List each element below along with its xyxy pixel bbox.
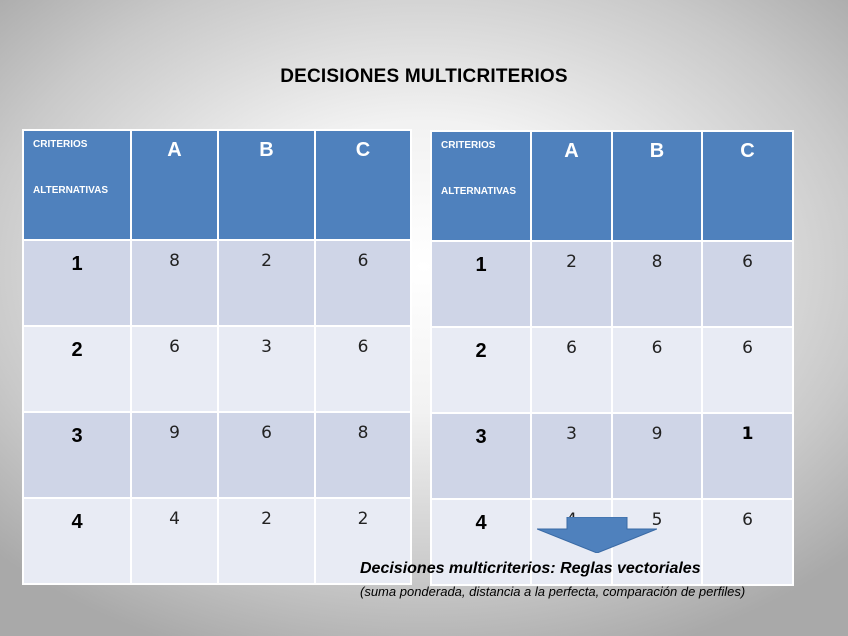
- table-cell: 6: [702, 241, 793, 327]
- corner-header-cell: [431, 131, 531, 241]
- table-cell: 6: [612, 327, 702, 413]
- table-cell: 9: [612, 413, 702, 499]
- table-cell: 6: [315, 240, 411, 326]
- criterion-header-c: C: [315, 130, 411, 240]
- criterios-label: CRITERIOS: [441, 140, 496, 151]
- alternativas-label: ALTERNATIVAS: [441, 186, 516, 197]
- caption-title: Decisiones multicriterios: Reglas vectoriales: [360, 560, 701, 577]
- table-cell: 6: [702, 499, 793, 585]
- criterion-header-c: C: [702, 131, 793, 241]
- alternativas-label: ALTERNATIVAS: [33, 185, 108, 196]
- header-row: [23, 130, 411, 240]
- table-cell: 6: [218, 412, 315, 498]
- table-cell: 2: [315, 498, 411, 584]
- table-row: [431, 327, 793, 413]
- corner-header-cell: [23, 130, 131, 240]
- table-cell: 1: [702, 413, 793, 499]
- down-arrow-icon: [537, 517, 657, 553]
- header-row: [431, 131, 793, 241]
- table-cell: 8: [131, 240, 218, 326]
- alternative-label: 4: [23, 498, 131, 584]
- table-row: [23, 498, 411, 584]
- slide-title: DECISIONES MULTICRITERIOS: [280, 66, 568, 87]
- table-cell: 2: [531, 241, 612, 327]
- criterion-header-a: A: [131, 130, 218, 240]
- table-cell: 6: [531, 327, 612, 413]
- table-cell: 3: [531, 413, 612, 499]
- alternative-label: 2: [23, 326, 131, 412]
- alternative-label: 1: [431, 241, 531, 327]
- table-cell: 5: [612, 499, 702, 585]
- table-cell: 6: [131, 326, 218, 412]
- alternative-label: 3: [23, 412, 131, 498]
- criterios-label: CRITERIOS: [33, 139, 88, 150]
- table-row: [23, 326, 411, 412]
- table-cell: 2: [218, 240, 315, 326]
- alternative-label: 4: [431, 499, 531, 585]
- caption-subtitle: (suma ponderada, distancia a la perfecta, comparación de perfiles): [360, 584, 746, 599]
- table-row: [431, 413, 793, 499]
- alternative-label: 3: [431, 413, 531, 499]
- table-row: [23, 412, 411, 498]
- decision-matrix-left: [22, 129, 412, 585]
- criterion-header-b: B: [218, 130, 315, 240]
- table-cell: 6: [315, 326, 411, 412]
- alternative-label: 2: [431, 327, 531, 413]
- table-cell: 3: [218, 326, 315, 412]
- table-row: [431, 241, 793, 327]
- criterion-header-a: A: [531, 131, 612, 241]
- table-cell: 4: [131, 498, 218, 584]
- table-cell: 6: [702, 327, 793, 413]
- table-cell: 9: [131, 412, 218, 498]
- table-cell: 2: [218, 498, 315, 584]
- alternative-label: 1: [23, 240, 131, 326]
- table-cell: 8: [612, 241, 702, 327]
- table-row: [23, 240, 411, 326]
- criterion-header-b: B: [612, 131, 702, 241]
- table-cell: 8: [315, 412, 411, 498]
